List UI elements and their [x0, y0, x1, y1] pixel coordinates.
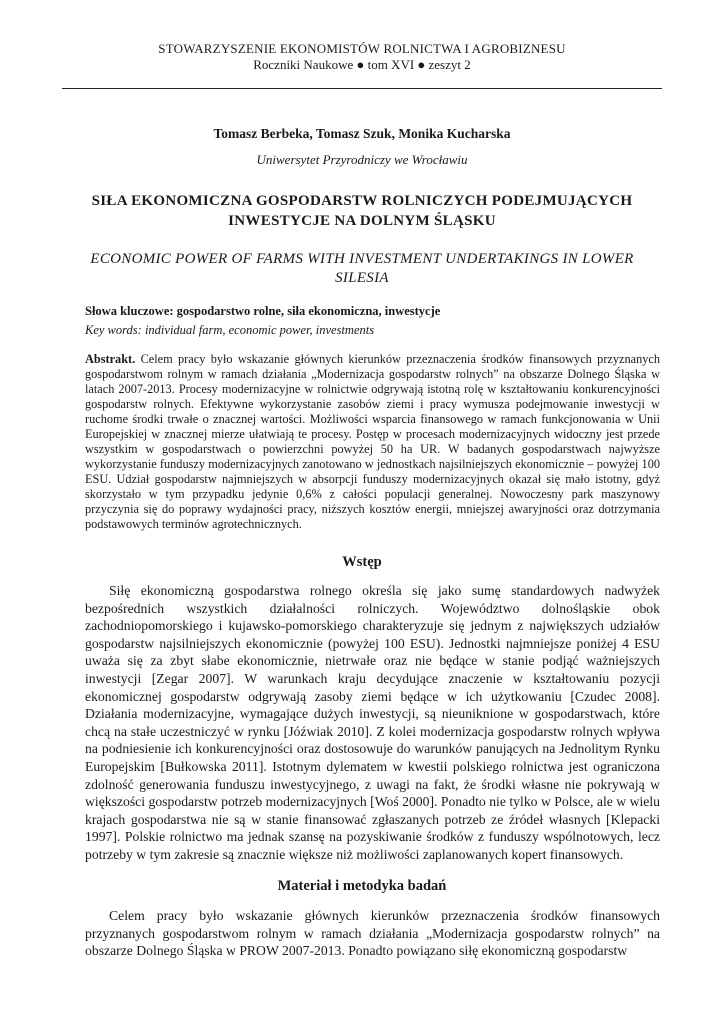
keywords-english: Key words: individual farm, economic power, investments [85, 323, 375, 337]
affiliation: Uniwersytet Przyrodniczy we Wrocławiu [256, 152, 468, 167]
section-heading-methods: Materiał i metodyka badań [277, 878, 447, 894]
introduction-paragraph: Siłę ekonomiczną gospodarstwa rolnego określa się jako sumę standardowych nadwyżek bezpośrednich wszystkich działalności rolniczych. Województwo dolnośląskie obok zachodniopomorskiego i kujawsko-pomorskiego charakteryzuje się jednym z największych udziałów gospodarstw najsilniejszych ekonomicznie (powyżej 100 ESU). Jednostki najmniejsze poniżej 4 ESU uważa się za zbyt słabe ekonomicznie, nietrwałe oraz nie będące w stanie podjąć ważniejszych inwestycji [Zegar 2007]. W warunkach kraju decydujące znaczenie w kształtowaniu pozycji ekonomicznej gospodarstw odgrywają zasoby ziemi będące w ich użytkowaniu [Czudec 2008]. Działania modernizacyjne, wymagające dużych inwestycji, są nieuniknione w gospodarstwach, które chcą na stałe uczestniczyć w rynku [Jóźwiak 2010]. Z kolei modernizacja gospodarstw rolnych wpływa na podniesienie ich konkurencyjności oraz dostosowuje do warunków panujących na Jednolitym Rynku Europejskim [Bułkowska 2011]. Istotnym dylematem w kwestii polskiego rolnictwa jest ograniczona zdolność generowania funduszu inwestycyjnego, z uwagi na fakt, że środki własne nie pokrywają w większości gospodarstw potrzeb modernizacyjnych [Woś 2000]. Ponadto nie tylko w Polsce, ale w wielu krajach gospodarstwa nie są w stanie finansować zgłaszanych potrzeb ze źródeł własnych [Klepacki 1997]. Polskie rolnictwo ma jednak szansę na pozyskiwanie środków z funduszy wspólnotowych, lecz potrzeby w tym zakresie są znacznie większe niż możliwości zaplanowanych kopert finansowych. [85, 583, 660, 862]
title-polish: SIŁA EKONOMICZNA GOSPODARSTW ROLNICZYCH PODEJMUJĄCYCH INWESTYCJE NA DOLNYM ŚLĄSKU [91, 193, 633, 229]
abstract-text: Celem pracy było wskazanie głównych kierunków przeznaczenia środków finansowych przyznanych gospodarstwom rolnym w ramach działania „Modernizacja gospodarstw rolnych” na obszarze Dolnego Śląska w latach 2007-2013. Procesy modernizacyjne w rolnictwie odgrywają istotną rolę w kształtowaniu konkurencyjności gospodarstw rolnych. Efektywne wykorzystanie zasobów ziemi i pracy wymusza podejmowanie inwestycji w ruchome środki trwałe o znacznej wartości. Możliwości wsparcia finansowego w ramach funkcjonowania w Unii Europejskiej w znacznej mierze ułatwiają te procesy. Postęp w procesach modernizacyjnych widoczny jest przede wszystkim w gospodarstwach o powierzchni powyżej 50 ha UR. W badanych gospodarstwach najwyższe wykorzystanie funduszy modernizacyjnych zanotowano w jednostkach najsilniejszych ekonomicznie – powyżej 100 ESU. Udział gospodarstw najmniejszych w absorpcji funduszy modernizacyjnych okazał się mało istotny, gdyż skorzystało w tym przypadku jedynie 0,6% z całości populacji generalnej. Nowoczesny park maszynowy przyczynia się do poprawy wydajności pracy, niższych kosztów energii, mniejszej awaryjności oraz dotrzymania podstawowych terminów agrotechnicznych. [85, 352, 660, 531]
keywords-polish: Słowa kluczowe: gospodarstwo rolne, siła ekonomiczna, inwestycje [85, 304, 441, 318]
header-divider [62, 88, 662, 89]
title-english: ECONOMIC POWER OF FARMS WITH INVESTMENT UNDERTAKINGS IN LOWER SILESIA [90, 251, 634, 286]
journal-issue: Roczniki Naukowe ● tom XVI ● zeszyt 2 [253, 57, 471, 72]
abstract-label: Abstrakt. [85, 352, 136, 366]
journal-header [62, 41, 662, 73]
section-heading-introduction: Wstęp [342, 554, 382, 570]
authors: Tomasz Berbeka, Tomasz Szuk, Monika Kucharska [213, 126, 511, 141]
abstract [85, 352, 660, 532]
methods-paragraph: Celem pracy było wskazanie głównych kierunków przeznaczenia środków finansowych przyznanych gospodarstwom rolnym w ramach działania „Modernizacja gospodarstw rolnych” na obszarze Dolnego Śląska w PROW 2007-2013. Ponadto powiązano siłę ekonomiczną gospodarstw [85, 908, 660, 959]
publisher-name: STOWARZYSZENIE EKONOMISTÓW ROLNICTWA I AGROBIZNESU [158, 41, 566, 56]
